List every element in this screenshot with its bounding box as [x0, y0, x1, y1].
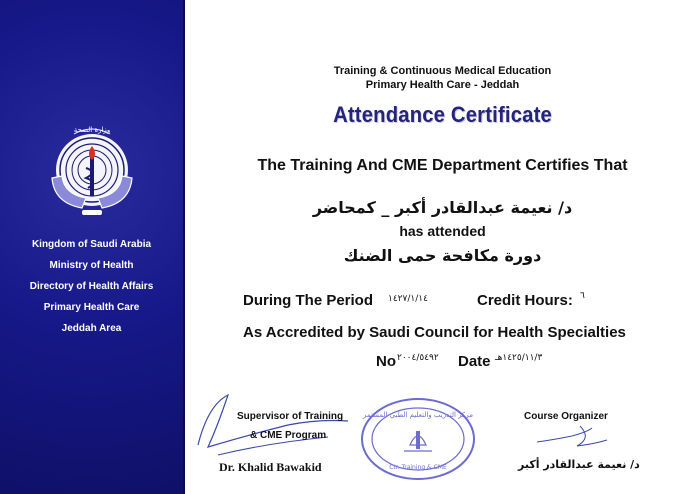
period-value: ١٤٢٧/١/١٤: [388, 294, 428, 304]
sidebar-line-jeddah: Jeddah Area: [61, 323, 122, 334]
course-name: دورة مكافحة حمى الضنك: [343, 246, 542, 265]
certifies-statement: The Training And CME Department Certifies That: [257, 157, 628, 174]
certificate-title: Attendance Certificate: [333, 102, 552, 127]
has-attended-text: has attended: [399, 223, 486, 239]
credit-hours-label: Credit Hours:: [477, 292, 573, 309]
sidebar-line-directory: Directory of Health Affairs: [29, 281, 154, 292]
organizer-signature-icon: [532, 422, 612, 452]
accreditation-text: As Accredited by Saudi Council for Health Specialties: [243, 324, 626, 341]
sidebar-line-phc: Primary Health Care: [43, 302, 140, 313]
date-label: Date: [458, 353, 491, 370]
date-value: ١٤٢٥/١١/٣هـ: [495, 353, 543, 363]
organizer-name: د/ نعيمة عبدالقادر أكبر: [518, 458, 640, 471]
number-label: No: [376, 353, 396, 370]
sidebar-line-ministry: Ministry of Health: [49, 260, 134, 271]
supervisor-name: Dr. Khalid Bawakid: [219, 460, 322, 474]
credit-hours-value: ٦: [580, 291, 585, 301]
header-line-1: Training & Continuous Medical Education: [333, 65, 552, 77]
supervisor-title-line2: & CME Program: [250, 430, 327, 441]
stamp-text-bottom: Ctr. Training & CME: [389, 464, 447, 471]
recipient-name: د/ نعيمة عبدالقادر أكبر _ كمحاضر: [312, 198, 573, 217]
header-line-2: Primary Health Care - Jeddah: [365, 79, 520, 91]
ministry-emblem-icon: [42, 118, 142, 228]
number-value: ٢٠٠٤/٥٤٩٢: [397, 353, 439, 363]
emblem-text: وزارة الصحة: [73, 126, 111, 134]
stamp-text-top: مركز التدريب والتعليم الطبي المستمر: [363, 411, 473, 419]
period-label: During The Period: [243, 292, 374, 309]
official-stamp-icon: [358, 393, 478, 485]
supervisor-signature-icon: [188, 385, 358, 465]
supervisor-title-line1: Supervisor of Training: [237, 411, 344, 422]
sidebar-line-kingdom: Kingdom of Saudi Arabia: [31, 239, 152, 250]
course-organizer-label: Course Organizer: [524, 411, 608, 422]
